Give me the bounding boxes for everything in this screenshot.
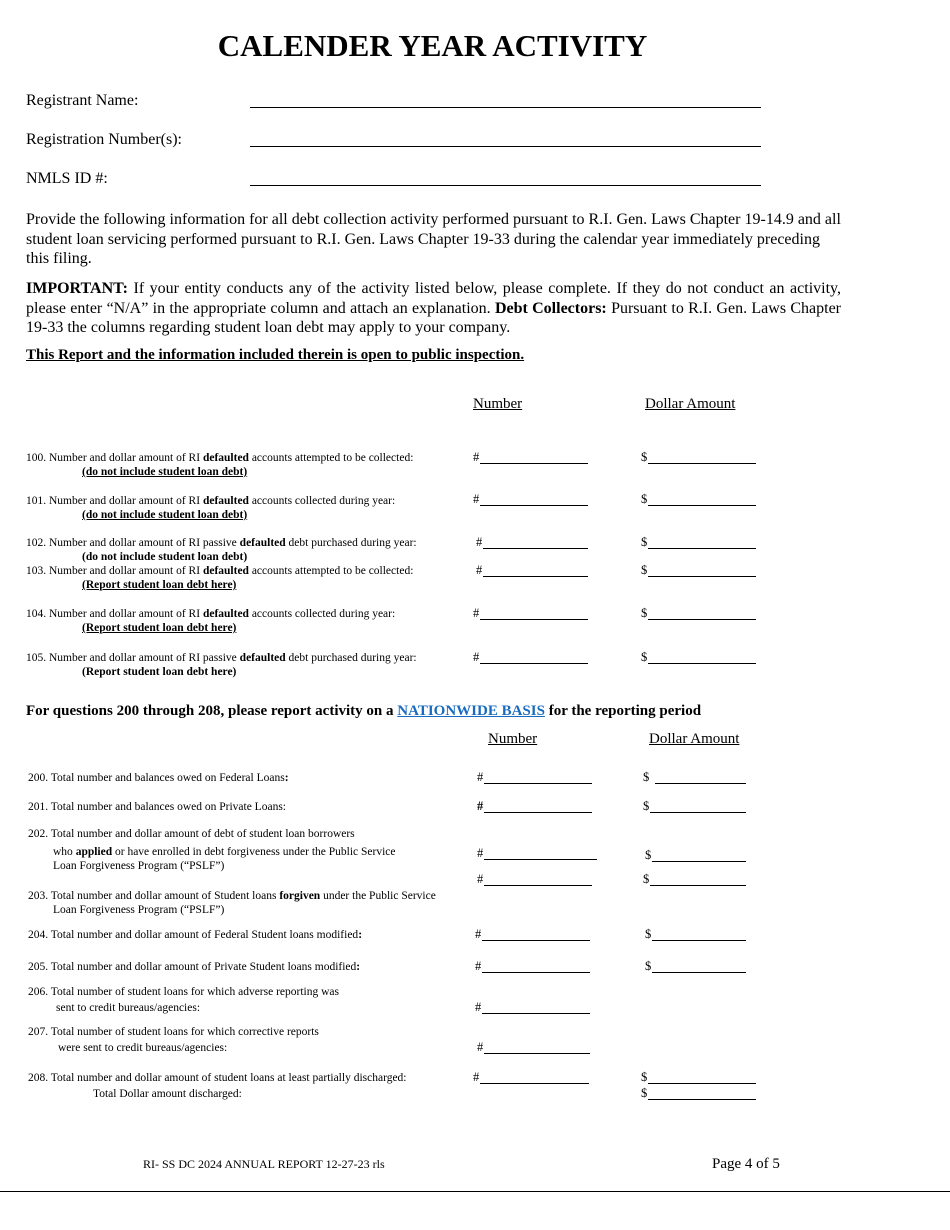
question-206: 206. Total number of student loans for which adverse reporting was sent to credit bureaus/agencies:: [28, 986, 340, 1014]
page-title: CALENDER YEAR ACTIVITY: [217, 28, 648, 63]
public-inspection-notice: This Report and the information included therein is open to public inspection.: [26, 347, 525, 363]
registrant-name-line[interactable]: [250, 107, 761, 108]
question-205: 205. Total number and dollar amount of Private Student loans modified:: [28, 961, 361, 973]
column-dollar-header: Dollar Amount: [645, 396, 736, 412]
question-200: 200. Total number and balances owed on Federal Loans:: [28, 772, 289, 784]
nationwide-instruction: For questions 200 through 208, please report activity on a NATIONWIDE BASIS for the reporting period: [26, 703, 702, 719]
q207-number-field[interactable]: #: [477, 1039, 590, 1055]
debt-collectors-label: Debt Collectors:: [494, 299, 607, 317]
q208-dollar-field[interactable]: $: [641, 1069, 756, 1085]
q205-dollar-field[interactable]: $: [645, 958, 746, 974]
q202-dollar-field[interactable]: $: [645, 847, 746, 863]
question-104: 104. Number and dollar amount of RI defaulted accounts collected during year: (Report student loan debt here): [26, 608, 396, 634]
q104-number-field[interactable]: #: [473, 605, 588, 621]
form-identifier: RI- SS DC 2024 ANNUAL REPORT 12-27-23 rls: [143, 1157, 385, 1171]
question-204: 204. Total number and dollar amount of Federal Student loans modified:: [28, 929, 363, 941]
question-102: 102. Number and dollar amount of RI passive defaulted debt purchased during year: (do not include student loan debt): [26, 537, 417, 563]
question-208: 208. Total number and dollar amount of student loans at least partially discharged: Total Dollar amount discharged:: [28, 1072, 407, 1100]
nmls-id-label: NMLS ID #:: [26, 170, 108, 187]
important-text: If your entity conducts any of the activity listed below, please complete. If they do not conduct an activity, please enter “N/A” in the appropriate column and attach an explanation.: [26, 280, 841, 317]
q100-number-field[interactable]: #: [473, 449, 588, 465]
intro-paragraph: Provide the following information for all debt collection activity performed pursuant to R.I. Gen. Laws Chapter 19-14.9 and all student loan servicing performed pursuant to R.I. Gen. Laws Chapter 19-33 during the calendar year immediately preceding this filing.: [26, 211, 841, 267]
q102-dollar-field[interactable]: $: [641, 534, 756, 550]
question-101: 101. Number and dollar amount of RI defaulted accounts collected during year: (do not include student loan debt): [26, 495, 396, 521]
q200-dollar-field[interactable]: $: [643, 769, 746, 785]
q203-dollar-field[interactable]: $: [643, 871, 746, 887]
q208-number-field[interactable]: #: [473, 1069, 589, 1085]
column-number-header: Number: [473, 396, 523, 412]
q100-dollar-field[interactable]: $: [641, 449, 756, 465]
nmls-id-line[interactable]: [250, 185, 761, 186]
registration-numbers-line[interactable]: [250, 146, 761, 147]
registrant-name-label: Registrant Name:: [26, 92, 139, 109]
q204-number-field[interactable]: #: [475, 926, 590, 942]
important-paragraph: [26, 279, 841, 338]
q203-number-field[interactable]: #: [477, 871, 592, 887]
q105-dollar-field[interactable]: $: [641, 649, 756, 665]
q201-dollar-field[interactable]: $: [643, 798, 746, 814]
question-201: 201. Total number and balances owed on Private Loans:: [28, 801, 286, 813]
q206-number-field[interactable]: #: [475, 999, 590, 1015]
q102-number-field[interactable]: #: [476, 534, 588, 550]
q208-total-dollar-field[interactable]: $: [641, 1085, 756, 1101]
page-number: Page 4 of 5: [712, 1156, 780, 1172]
q105-number-field[interactable]: #: [473, 649, 588, 665]
question-202: 202. Total number and dollar amount of debt of student loan borrowers who applied or have enrolled in debt forgiveness under the Public Service Loan Forgiveness Program (“PSLF”): [28, 828, 396, 872]
question-207: 207. Total number of student loans for which corrective reports were sent to credit bureaus/agencies:: [28, 1026, 319, 1054]
q204-dollar-field[interactable]: $: [645, 926, 746, 942]
q103-number-field[interactable]: #: [476, 562, 588, 578]
q104-dollar-field[interactable]: $: [641, 605, 756, 621]
question-105: 105. Number and dollar amount of RI passive defaulted debt purchased during year: (Report student loan debt here): [26, 652, 417, 678]
important-label: IMPORTANT:: [26, 280, 128, 297]
q205-number-field[interactable]: #: [475, 958, 590, 974]
q103-dollar-field[interactable]: $: [641, 562, 756, 578]
question-103: 103. Number and dollar amount of RI defaulted accounts attempted to be collected: (Report student loan debt here): [26, 565, 414, 591]
registration-numbers-label: Registration Number(s):: [26, 131, 182, 148]
footer-divider: [0, 1191, 950, 1192]
q101-number-field[interactable]: #: [473, 491, 588, 507]
question-100: 100. Number and dollar amount of RI defaulted accounts attempted to be collected: (do not include student loan debt): [26, 452, 414, 478]
column-number-header-2: Number: [488, 731, 538, 747]
q200-number-field[interactable]: #: [477, 769, 592, 785]
q101-dollar-field[interactable]: $: [641, 491, 756, 507]
debt-collectors-text: Pursuant to R.I. Gen. Laws Chapter 19-33 the columns regarding student loan debt may apply to your company.: [26, 299, 841, 336]
q201-number-field[interactable]: #: [477, 798, 592, 814]
q202-number-field[interactable]: #: [477, 845, 597, 861]
nationwide-basis-link[interactable]: NATIONWIDE BASIS: [397, 703, 545, 719]
question-203: 203. Total number and dollar amount of Student loans forgiven under the Public Service Loan Forgiveness Program (“PSLF”): [28, 890, 436, 916]
column-dollar-header-2: Dollar Amount: [649, 731, 740, 747]
